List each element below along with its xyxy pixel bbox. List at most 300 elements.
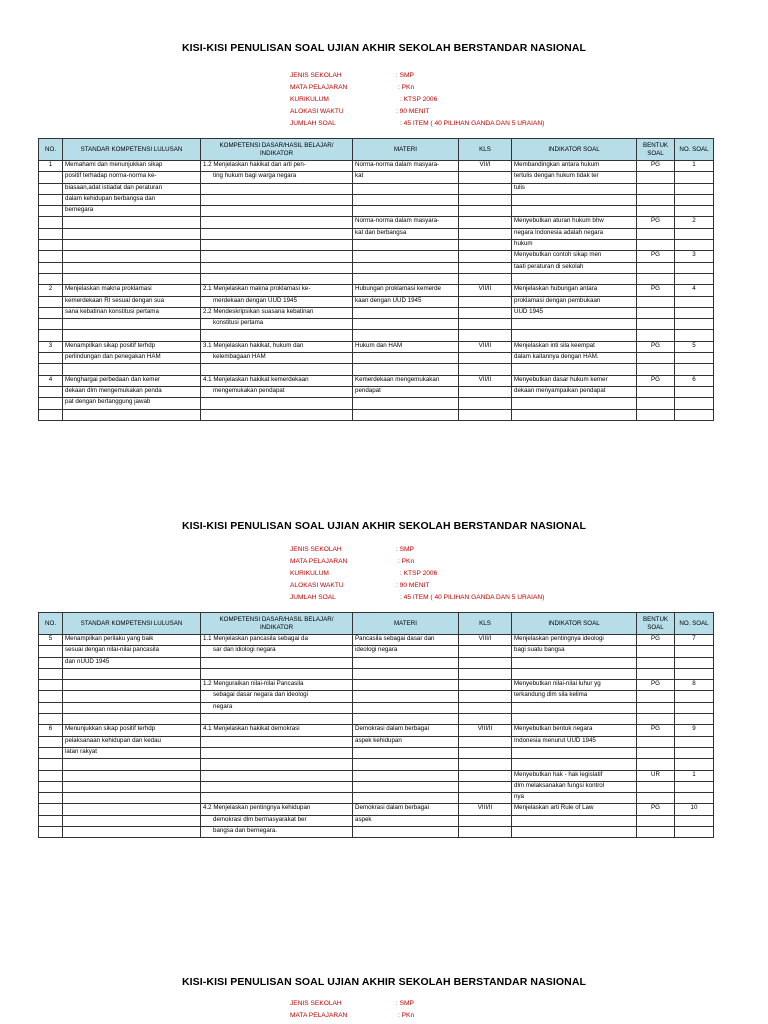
cell-no [39, 714, 63, 725]
cell-indikator-soal [512, 364, 637, 375]
cell-standar-kompetensi: Menghargai perbedaan dan kemer [63, 375, 201, 386]
table-row [39, 228, 714, 239]
cell-materi: kaan dengan UUD 1945 [353, 296, 459, 307]
cell-materi [353, 330, 459, 341]
cell-no-soal [675, 815, 714, 826]
cell-materi [353, 714, 459, 725]
info-label: MATA PELAJARAN [290, 558, 348, 565]
cell-bentuk-soal [637, 646, 675, 657]
cell-materi [353, 307, 459, 318]
cell-no [39, 206, 63, 217]
cell-no-soal [675, 646, 714, 657]
table-row [39, 827, 714, 838]
header-standar-kompetensi: STANDAR KOMPETENSI LULUSAN [63, 139, 201, 161]
info-label: ALOKASI WAKTU [290, 582, 344, 589]
cell-kompetensi-dasar [201, 759, 353, 770]
table-row [39, 635, 714, 646]
cell-standar-kompetensi: kemerdekaan RI sesuai dengan sua [63, 296, 201, 307]
cell-bentuk-soal: PG [637, 804, 675, 815]
cell-standar-kompetensi: dalam kehidupan berbangsa dan [63, 194, 201, 205]
cell-bentuk-soal [637, 815, 675, 826]
cell-no [39, 804, 63, 815]
cell-standar-kompetensi [63, 273, 201, 284]
kisi-kisi-table-1 [38, 138, 714, 421]
cell-standar-kompetensi: Menjelaskan makna proklamasi [63, 285, 201, 296]
cell-kompetensi-dasar: 1.2 Menguraikan nilai-nilai Pancasila [201, 680, 353, 691]
cell-standar-kompetensi [63, 668, 201, 679]
cell-no-soal [675, 398, 714, 409]
cell-kls [459, 330, 512, 341]
cell-bentuk-soal [637, 296, 675, 307]
info-value: : PKn [398, 1012, 415, 1019]
cell-no [39, 657, 63, 668]
cell-indikator-soal: hukum [512, 240, 637, 251]
table-row [39, 217, 714, 228]
cell-indikator-soal: Menjelaskan hubungan antara [512, 285, 637, 296]
header-bentuk-soal: BENTUK SOAL [637, 139, 675, 161]
table-row [39, 725, 714, 736]
cell-materi [353, 781, 459, 792]
cell-kls [459, 217, 512, 228]
cell-kls [459, 827, 512, 838]
cell-materi: kat [353, 172, 459, 183]
cell-no-soal [675, 691, 714, 702]
cell-no [39, 240, 63, 251]
cell-kls [459, 206, 512, 217]
cell-materi [353, 194, 459, 205]
cell-materi [353, 273, 459, 284]
cell-kls [459, 307, 512, 318]
cell-bentuk-soal: PG [637, 680, 675, 691]
cell-standar-kompetensi: Menunjukkan sikap positif terhdp [63, 725, 201, 736]
info-label: ALOKASI WAKTU [290, 108, 344, 115]
info-label: KURIKULUM [290, 570, 329, 577]
cell-bentuk-soal: PG [637, 217, 675, 228]
cell-kompetensi-dasar [201, 330, 353, 341]
header-standar-kompetensi: STANDAR KOMPETENSI LULUSAN [63, 613, 201, 635]
cell-bentuk-soal [637, 398, 675, 409]
cell-indikator-soal: dlm melaksanakan fungsi kontrol [512, 781, 637, 792]
cell-no: 2 [39, 285, 63, 296]
cell-no [39, 183, 63, 194]
cell-materi [353, 364, 459, 375]
document-title-3: KISI-KISI PENULISAN SOAL UJIAN AKHIR SEKOLAH BERSTANDAR NASIONAL [181, 976, 587, 988]
cell-bentuk-soal: PG [637, 635, 675, 646]
cell-no-soal [675, 353, 714, 364]
cell-bentuk-soal: PG [637, 375, 675, 386]
table-header-row [39, 613, 714, 635]
cell-kls [459, 781, 512, 792]
cell-standar-kompetensi [63, 228, 201, 239]
cell-materi: Pancasila sebagai dasar dan [353, 635, 459, 646]
info-label: JENIS SEKOLAH [290, 1000, 342, 1007]
cell-standar-kompetensi: pat dengan bertanggung jawab [63, 398, 201, 409]
cell-bentuk-soal [637, 736, 675, 747]
cell-bentuk-soal [637, 668, 675, 679]
table-row [39, 409, 714, 420]
cell-no [39, 273, 63, 284]
cell-materi [353, 262, 459, 273]
table-row [39, 815, 714, 826]
table-row [39, 319, 714, 330]
info-value: : PKn [398, 558, 415, 565]
cell-no [39, 319, 63, 330]
cell-kompetensi-dasar [201, 228, 353, 239]
cell-standar-kompetensi: positif terhadap norma-norma ke- [63, 172, 201, 183]
info-value: : KTSP 2006 [400, 96, 438, 103]
cell-kls [459, 398, 512, 409]
cell-no: 4 [39, 375, 63, 386]
cell-no-soal: 3 [675, 251, 714, 262]
cell-no-soal [675, 262, 714, 273]
cell-indikator-soal: negara Indonesia adalah negara [512, 228, 637, 239]
cell-no [39, 364, 63, 375]
cell-indikator-soal: Menyebutkan nilai-nilai luhur yg [512, 680, 637, 691]
cell-bentuk-soal [637, 657, 675, 668]
kisi-kisi-table-2 [38, 612, 714, 838]
cell-no-soal: 7 [675, 635, 714, 646]
cell-bentuk-soal: PG [637, 161, 675, 172]
cell-indikator-soal: tertulis dengan hukum tidak ter [512, 172, 637, 183]
table-row [39, 691, 714, 702]
cell-kompetensi-dasar: 2.2 Mendeskripsikan suasana kebatinan [201, 307, 353, 318]
table-row [39, 759, 714, 770]
cell-kls: VII/II [459, 285, 512, 296]
cell-no [39, 646, 63, 657]
cell-kompetensi-dasar: 4.1 Menjelaskan hakikat kemerdekaan [201, 375, 353, 386]
cell-no-soal [675, 194, 714, 205]
header-no-soal: NO. SOAL [675, 613, 714, 635]
cell-bentuk-soal [637, 386, 675, 397]
header-materi: MATERI [353, 139, 459, 161]
cell-kompetensi-dasar [201, 194, 353, 205]
info-value: : PKn [398, 84, 415, 91]
info-label: JUMLAH SOAL [290, 594, 336, 601]
cell-bentuk-soal [637, 240, 675, 251]
cell-materi: aspek kehidupan [353, 736, 459, 747]
cell-kompetensi-dasar [201, 409, 353, 420]
cell-indikator-soal [512, 330, 637, 341]
cell-no [39, 680, 63, 691]
table-row [39, 194, 714, 205]
cell-materi [353, 319, 459, 330]
cell-kompetensi-dasar [201, 657, 353, 668]
cell-no-soal [675, 172, 714, 183]
cell-materi: Demokrasi dalam berbagai [353, 804, 459, 815]
cell-indikator-soal [512, 409, 637, 420]
cell-no-soal [675, 657, 714, 668]
cell-kls: VIII/II [459, 725, 512, 736]
table-row [39, 240, 714, 251]
cell-kompetensi-dasar: kelembagaan HAM [201, 353, 353, 364]
cell-no-soal: 5 [675, 341, 714, 352]
cell-kompetensi-dasar: bangsa dan bernegara. [201, 827, 353, 838]
cell-no [39, 702, 63, 713]
cell-indikator-soal: Menyebutkan aturan hukum bhw [512, 217, 637, 228]
cell-bentuk-soal [637, 307, 675, 318]
cell-no [39, 353, 63, 364]
cell-standar-kompetensi: Menampilkan perilaku yang baik [63, 635, 201, 646]
cell-kls [459, 759, 512, 770]
cell-indikator-soal: Menyebutkan hak - hak legislatif [512, 770, 637, 781]
cell-standar-kompetensi: sesuai dengan nilai-nilai pancasila [63, 646, 201, 657]
info-value: : 90 MENIT [396, 582, 430, 589]
cell-no-soal [675, 409, 714, 420]
cell-no: 6 [39, 725, 63, 736]
cell-standar-kompetensi [63, 793, 201, 804]
cell-kompetensi-dasar: sebagai dasar negara dan ideologi [201, 691, 353, 702]
cell-indikator-soal: terkandung dlm sila kelima [512, 691, 637, 702]
cell-standar-kompetensi [63, 364, 201, 375]
cell-indikator-soal: dalam kaitannya dengan HAM. [512, 353, 637, 364]
cell-kls [459, 714, 512, 725]
cell-bentuk-soal [637, 319, 675, 330]
cell-kompetensi-dasar [201, 217, 353, 228]
cell-standar-kompetensi [63, 251, 201, 262]
info-label: KURIKULUM [290, 96, 329, 103]
cell-standar-kompetensi: dekaan dlm mengemukakan penda [63, 386, 201, 397]
table-row [39, 646, 714, 657]
cell-kls [459, 319, 512, 330]
cell-indikator-soal: nya [512, 793, 637, 804]
cell-no [39, 262, 63, 273]
info-value: : 90 MENIT [396, 108, 430, 115]
cell-materi: pendapat [353, 386, 459, 397]
info-value: : SMP [396, 72, 414, 79]
cell-standar-kompetensi [63, 781, 201, 792]
cell-no-soal: 4 [675, 285, 714, 296]
cell-no: 1 [39, 161, 63, 172]
cell-bentuk-soal [637, 228, 675, 239]
cell-materi [353, 206, 459, 217]
cell-no-soal [675, 240, 714, 251]
cell-kompetensi-dasar: 3.1 Menjelaskan hakikat, hukum dan [201, 341, 353, 352]
table-row [39, 770, 714, 781]
cell-no-soal: 2 [675, 217, 714, 228]
header-kls: KLS [459, 139, 512, 161]
cell-kompetensi-dasar: 2.1 Menjelaskan makna proklamasi ke- [201, 285, 353, 296]
cell-kompetensi-dasar: 4.1 Menjelaskan hakikat demokrasi [201, 725, 353, 736]
cell-kls [459, 793, 512, 804]
cell-no-soal [675, 330, 714, 341]
cell-indikator-soal: Menyebutkan bentuk negara [512, 725, 637, 736]
cell-bentuk-soal [637, 364, 675, 375]
cell-no-soal [675, 702, 714, 713]
table-row [39, 364, 714, 375]
cell-kompetensi-dasar [201, 714, 353, 725]
cell-standar-kompetensi [63, 240, 201, 251]
cell-kls [459, 353, 512, 364]
cell-kompetensi-dasar: 4.2 Menjelaskan pentingnya kehidupan [201, 804, 353, 815]
table-row [39, 398, 714, 409]
table-row [39, 251, 714, 262]
cell-kompetensi-dasar: ting hukum bagi warga negara [201, 172, 353, 183]
table-header-row [39, 139, 714, 161]
cell-materi [353, 240, 459, 251]
cell-no-soal [675, 307, 714, 318]
cell-indikator-soal: Menjelaskan inti sila keempat [512, 341, 637, 352]
cell-indikator-soal: Menyebutkan contoh sikap men [512, 251, 637, 262]
cell-no-soal [675, 827, 714, 838]
cell-kls [459, 409, 512, 420]
cell-kompetensi-dasar: merdekaan dengan UUD 1945 [201, 296, 353, 307]
cell-indikator-soal: Menjelaskan arti Rule of Law [512, 804, 637, 815]
table-row [39, 793, 714, 804]
cell-bentuk-soal [637, 793, 675, 804]
header-no: NO. [39, 139, 63, 161]
cell-materi [353, 770, 459, 781]
cell-materi: Hubungan proklamasi kemerde [353, 285, 459, 296]
cell-no-soal [675, 364, 714, 375]
cell-kls [459, 657, 512, 668]
table-row [39, 680, 714, 691]
cell-no-soal [675, 206, 714, 217]
cell-kompetensi-dasar [201, 251, 353, 262]
cell-standar-kompetensi: perlindungan dan penegakan HAM [63, 353, 201, 364]
cell-standar-kompetensi: bernegara [63, 206, 201, 217]
cell-standar-kompetensi: pelaksanaan kehidupan dan kedau [63, 736, 201, 747]
table-row [39, 296, 714, 307]
cell-materi [353, 398, 459, 409]
cell-kls [459, 273, 512, 284]
cell-bentuk-soal [637, 172, 675, 183]
cell-materi [353, 759, 459, 770]
cell-kompetensi-dasar [201, 781, 353, 792]
cell-materi: Demokrasi dalam berbagai [353, 725, 459, 736]
cell-kls [459, 251, 512, 262]
cell-kls: VIII/II [459, 804, 512, 815]
cell-materi [353, 827, 459, 838]
cell-kompetensi-dasar [201, 770, 353, 781]
cell-bentuk-soal [637, 262, 675, 273]
header-kls: KLS [459, 613, 512, 635]
cell-standar-kompetensi [63, 319, 201, 330]
cell-bentuk-soal [637, 273, 675, 284]
cell-no [39, 827, 63, 838]
cell-standar-kompetensi [63, 217, 201, 228]
header-bentuk-soal: BENTUK SOAL [637, 613, 675, 635]
table-row [39, 714, 714, 725]
cell-kompetensi-dasar [201, 262, 353, 273]
cell-standar-kompetensi: Memahami dan menunjukkan sikap [63, 161, 201, 172]
cell-standar-kompetensi: latan rakyat [63, 747, 201, 758]
cell-materi [353, 680, 459, 691]
cell-bentuk-soal: PG [637, 285, 675, 296]
cell-kls [459, 646, 512, 657]
cell-bentuk-soal [637, 781, 675, 792]
table-row [39, 183, 714, 194]
cell-materi [353, 409, 459, 420]
cell-materi [353, 793, 459, 804]
cell-indikator-soal [512, 668, 637, 679]
cell-materi: Norma-norma dalam masyara- [353, 217, 459, 228]
cell-no [39, 691, 63, 702]
table-row [39, 307, 714, 318]
cell-materi: kat dan berbangsa [353, 228, 459, 239]
cell-kls [459, 680, 512, 691]
cell-no-soal: 6 [675, 375, 714, 386]
cell-kompetensi-dasar [201, 206, 353, 217]
cell-standar-kompetensi [63, 804, 201, 815]
table-row [39, 273, 714, 284]
document-title-2: KISI-KISI PENULISAN SOAL UJIAN AKHIR SEKOLAH BERSTANDAR NASIONAL [181, 520, 587, 532]
info-value: : SMP [396, 1000, 414, 1007]
cell-kls [459, 262, 512, 273]
table-row [39, 736, 714, 747]
cell-no-soal [675, 386, 714, 397]
cell-indikator-soal [512, 657, 637, 668]
cell-no [39, 409, 63, 420]
info-value: : KTSP 2006 [400, 570, 438, 577]
cell-bentuk-soal: PG [637, 251, 675, 262]
cell-kompetensi-dasar: mengemukakan pendapat [201, 386, 353, 397]
table-row [39, 386, 714, 397]
cell-bentuk-soal [637, 206, 675, 217]
cell-materi: ideologi negara [353, 646, 459, 657]
cell-no [39, 228, 63, 239]
cell-standar-kompetensi [63, 770, 201, 781]
cell-no-soal: 1 [675, 161, 714, 172]
cell-no-soal: 10 [675, 804, 714, 815]
cell-no [39, 172, 63, 183]
cell-standar-kompetensi: Menampilkan sikap positif terhdp [63, 341, 201, 352]
cell-kompetensi-dasar: konstitusi pertama [201, 319, 353, 330]
cell-kls [459, 668, 512, 679]
cell-kompetensi-dasar [201, 240, 353, 251]
cell-materi [353, 668, 459, 679]
cell-materi: aspek [353, 815, 459, 826]
table-row [39, 375, 714, 386]
cell-no-soal [675, 668, 714, 679]
table-row [39, 161, 714, 172]
cell-kompetensi-dasar: 1.2 Menjelaskan hakikat dan arti pen- [201, 161, 353, 172]
cell-indikator-soal [512, 273, 637, 284]
cell-bentuk-soal [637, 747, 675, 758]
cell-indikator-soal [512, 319, 637, 330]
cell-materi: Norma-norma dalam masyara- [353, 161, 459, 172]
cell-no-soal [675, 273, 714, 284]
cell-indikator-soal: Membandingkan antara hukum [512, 161, 637, 172]
table-row [39, 172, 714, 183]
header-materi: MATERI [353, 613, 459, 635]
cell-materi [353, 353, 459, 364]
cell-indikator-soal: taati peraturan di sekolah [512, 262, 637, 273]
cell-kls [459, 702, 512, 713]
cell-bentuk-soal [637, 827, 675, 838]
cell-no [39, 398, 63, 409]
cell-kls: VII/II [459, 375, 512, 386]
cell-no [39, 793, 63, 804]
cell-bentuk-soal [637, 714, 675, 725]
cell-no [39, 759, 63, 770]
cell-indikator-soal [512, 759, 637, 770]
cell-standar-kompetensi [63, 702, 201, 713]
cell-kompetensi-dasar [201, 793, 353, 804]
cell-no [39, 736, 63, 747]
cell-bentuk-soal [637, 330, 675, 341]
table-row [39, 781, 714, 792]
cell-kompetensi-dasar [201, 364, 353, 375]
cell-kls: VII/II [459, 341, 512, 352]
cell-kls [459, 194, 512, 205]
cell-no-soal [675, 183, 714, 194]
cell-no [39, 307, 63, 318]
cell-kls [459, 770, 512, 781]
cell-no: 5 [39, 635, 63, 646]
cell-no [39, 781, 63, 792]
info-label: JUMLAH SOAL [290, 120, 336, 127]
cell-materi [353, 183, 459, 194]
